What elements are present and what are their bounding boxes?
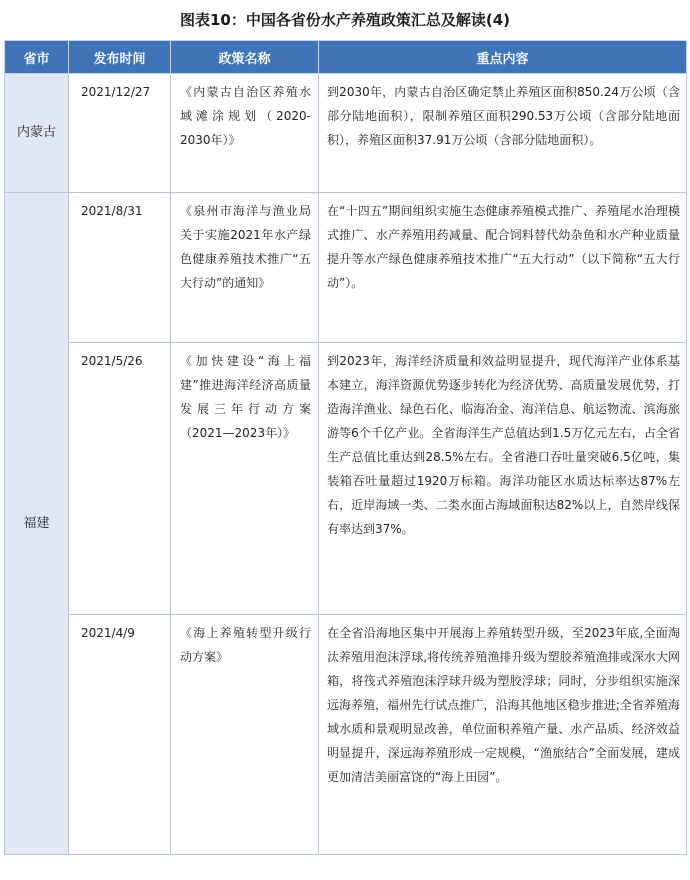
policy-name-cell: 《加快建设“海上福建”推进海洋经济高质量发展三年行动方案（2021—2023年）》 bbox=[171, 343, 319, 615]
date-cell: 2021/12/27 bbox=[69, 74, 171, 193]
table-row bbox=[5, 343, 687, 615]
policy-name-cell: 《泉州市海洋与渔业局关于实施2021年水产绿色健康养殖技术推广“五大行动”的通知》 bbox=[171, 193, 319, 343]
content-cell: 到2023年，海洋经济质量和效益明显提升，现代海洋产业体系基本建立，海洋资源优势逐步转化为经济优势、高质量发展优势，打造海洋渔业、绿色石化、临海冶金、海洋信息、航运物流、滨海旅游等6个千亿产业。全省海洋生产总值达到1.5万亿元左右，占全省生产总值比重达到28.5%左右。全省港口吞吐量突破6.5亿吨，集装箱吞吐量超过1920万标箱。海洋功能区水质达标率达87%左右，近岸海域一类、二类水面占海域面积达82%以上，自然岸线保有率达到37%。 bbox=[319, 343, 687, 615]
header-policy-name: 政策名称 bbox=[171, 41, 319, 74]
content-cell: 在全省沿海地区集中开展海上养殖转型升级，至2023年底,全面淘汰养殖用泡沫浮球,将传统养殖渔排升级为塑胶养殖渔排或深水大网箱，将筏式养殖泡沫浮球升级为塑胶浮球；同时，分步组织实施深远海养殖，福州先行试点推广，沿海其他地区稳步推进;全省养殖海域水质和景观明显改善，单位面积养殖产量、水产品质、经济效益明显提升，深远海养殖形成一定规模，“渔旅结合”全面发展，建成更加清洁美丽富饶的“海上田园”。 bbox=[319, 615, 687, 855]
date-cell: 2021/8/31 bbox=[69, 193, 171, 343]
table-row bbox=[5, 615, 687, 855]
header-key-content: 重点内容 bbox=[319, 41, 687, 74]
content-cell: 在“十四五”期间组织实施生态健康养殖模式推广、养殖尾水治理模式推广、水产养殖用药减量、配合饲料替代幼杂鱼和水产种业质量提升等水产绿色健康养殖技术推广“五大行动”（以下简称“五大行动”）。 bbox=[319, 193, 687, 343]
date-cell: 2021/5/26 bbox=[69, 343, 171, 615]
chart-title: 图表10：中国各省份水产养殖政策汇总及解读(4) bbox=[179, 11, 511, 29]
policy-name-cell: 《内蒙古自治区养殖水域滩涂规划（2020-2030年）》 bbox=[171, 74, 319, 193]
content-cell: 到2030年，内蒙古自治区确定禁止养殖区面积850.24万公顷（含部分陆地面积），限制养殖区面积290.53万公顷（含部分陆地面积），养殖区面积37.91万公顷（含部分陆地面积）。 bbox=[319, 74, 687, 193]
table-header-row bbox=[5, 41, 687, 74]
table-row bbox=[5, 74, 687, 193]
policy-name-cell: 《海上养殖转型升级行动方案》 bbox=[171, 615, 319, 855]
policy-table bbox=[4, 40, 687, 855]
table-row bbox=[5, 193, 687, 343]
province-cell: 内蒙古 bbox=[5, 74, 69, 193]
header-province: 省市 bbox=[5, 41, 69, 74]
date-cell: 2021/4/9 bbox=[69, 615, 171, 855]
province-cell: 福建 bbox=[5, 193, 69, 855]
header-date: 发布时间 bbox=[69, 41, 171, 74]
